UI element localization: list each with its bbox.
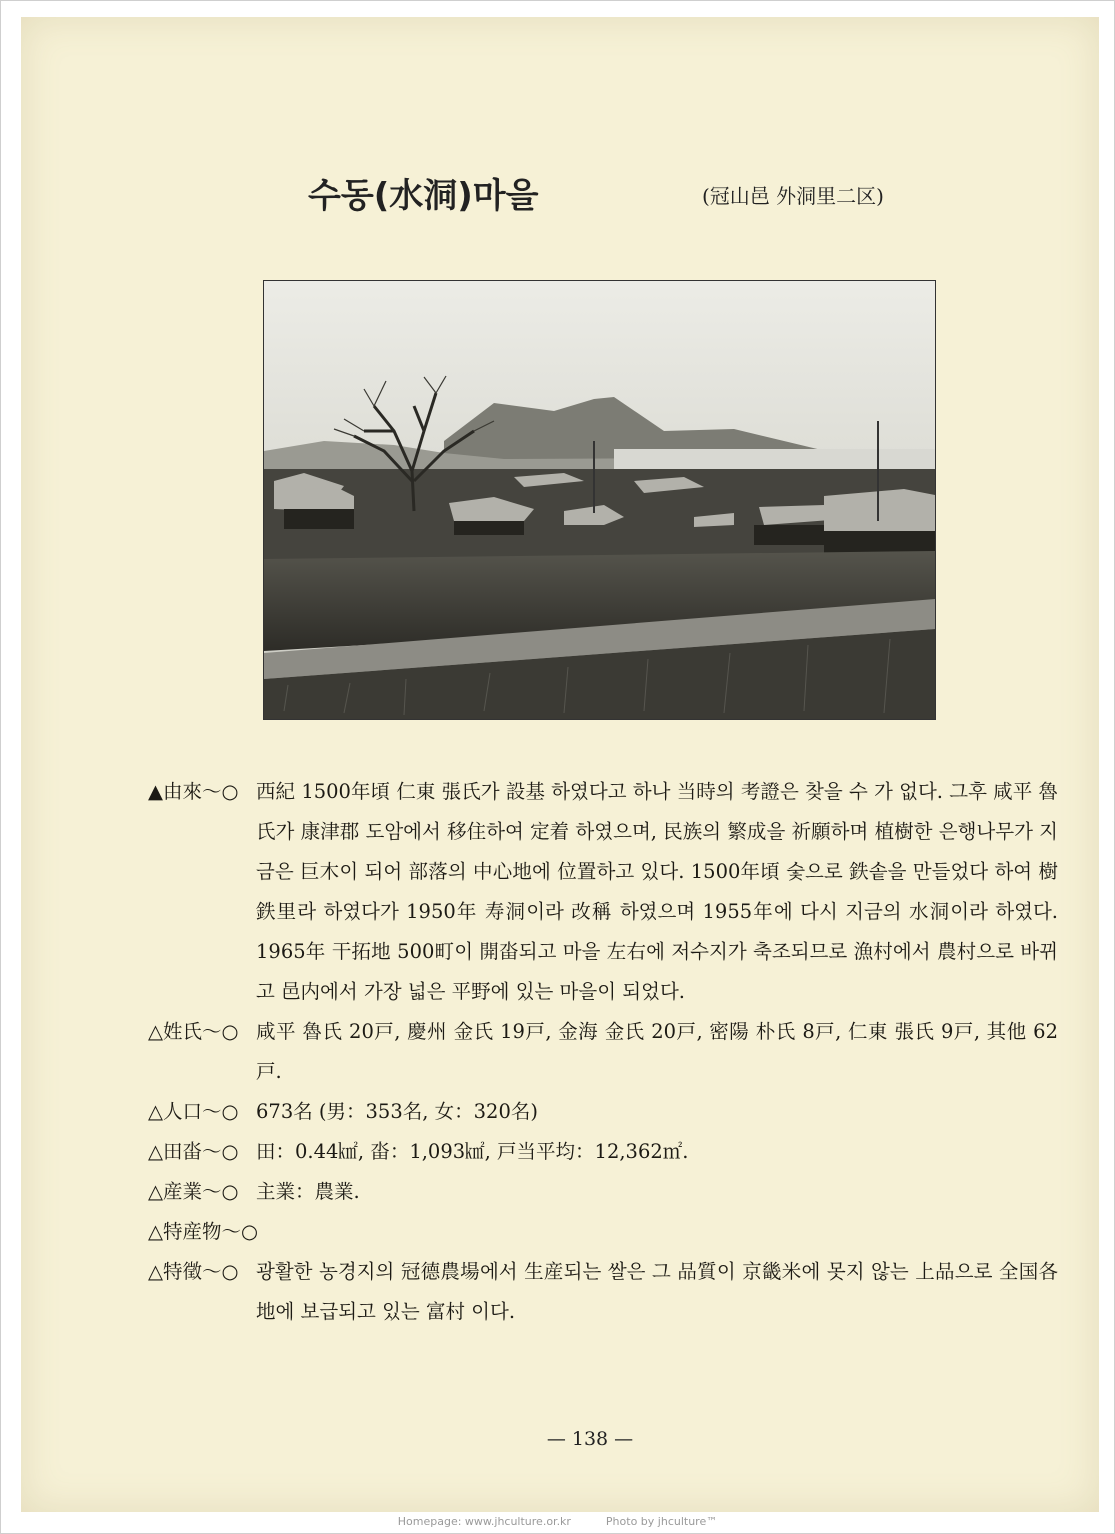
footer-photo-credit: Photo by jhculture™ bbox=[605, 1515, 718, 1528]
entry-text bbox=[256, 1212, 1058, 1252]
footer-credits bbox=[0, 1515, 1115, 1528]
entry-label: △特徵～○ bbox=[148, 1260, 239, 1283]
entry-specialty bbox=[148, 1212, 1058, 1252]
entry-text: 西紀 1500年頃 仁東 張氏가 設基 하였다고 하나 当時의 考證은 찾을 수 가 없다. 그후 咸平 魯氏가 康津郡 도암에서 移住하여 定着 하였으며, 民族의 繁成을 祈願하며 植樹한 은행나무가 지금은 巨木이 되어 部落의 中心地에 位置하고 있다. 1500年頃 숯으로 鉄솥을 만들었다 하여 樹鉄里라 하였다가 1950年 寿洞이라 改稱 하였으며 1955年에 다시 지금의 水洞이라 하였다. 1965年 干拓地 500町이 開畓되고 마을 左右에 저수지가 축조되므로 漁村에서 農村으로 바뀌고 邑内에서 가장 넓은 平野에 있는 마을이 되었다. bbox=[256, 780, 1058, 1003]
entry-label: △姓氏～○ bbox=[148, 1020, 239, 1043]
page-number: — 138 — bbox=[546, 1428, 634, 1450]
entry-text: 咸平 魯氏 20戸, 慶州 金氏 19戸, 金海 金氏 20戸, 密陽 朴氏 8戸, 仁東 張氏 9戸, 其他 62戸. bbox=[256, 1020, 1058, 1083]
village-landscape-photo bbox=[263, 280, 936, 720]
page-title: 수동(水洞)마을 bbox=[308, 176, 539, 216]
entry-label: △特産物～○ bbox=[148, 1220, 259, 1243]
entry-label: ▲由來～○ bbox=[148, 780, 239, 803]
entry-population bbox=[148, 1092, 1058, 1132]
footer-homepage: Homepage: www.jhculture.or.kr bbox=[397, 1515, 571, 1528]
entry-text: 主業：農業. bbox=[256, 1180, 360, 1203]
entry-label: △人口～○ bbox=[148, 1100, 239, 1123]
location-subtitle: (冠山邑 外洞里二区) bbox=[702, 184, 884, 208]
entry-text: 광활한 농경지의 冠德農場에서 生産되는 쌀은 그 品質이 京畿米에 못지 않는 上品으로 全国各地에 보급되고 있는 富村 이다. bbox=[256, 1260, 1058, 1323]
entry-text: 673名 (男：353名, 女：320名) bbox=[256, 1100, 538, 1123]
entry-label: △産業～○ bbox=[148, 1180, 239, 1203]
entry-industry bbox=[148, 1172, 1058, 1212]
entry-features bbox=[148, 1252, 1058, 1332]
entry-origin bbox=[148, 772, 1058, 1012]
article-body bbox=[148, 772, 1058, 1332]
entry-surnames bbox=[148, 1012, 1058, 1092]
entry-farmland bbox=[148, 1132, 1058, 1172]
entry-text: 田：0.44㎢, 畓：1,093㎢, 戸当平均：12,362㎡. bbox=[256, 1140, 689, 1163]
entry-label: △田畓～○ bbox=[148, 1140, 239, 1163]
